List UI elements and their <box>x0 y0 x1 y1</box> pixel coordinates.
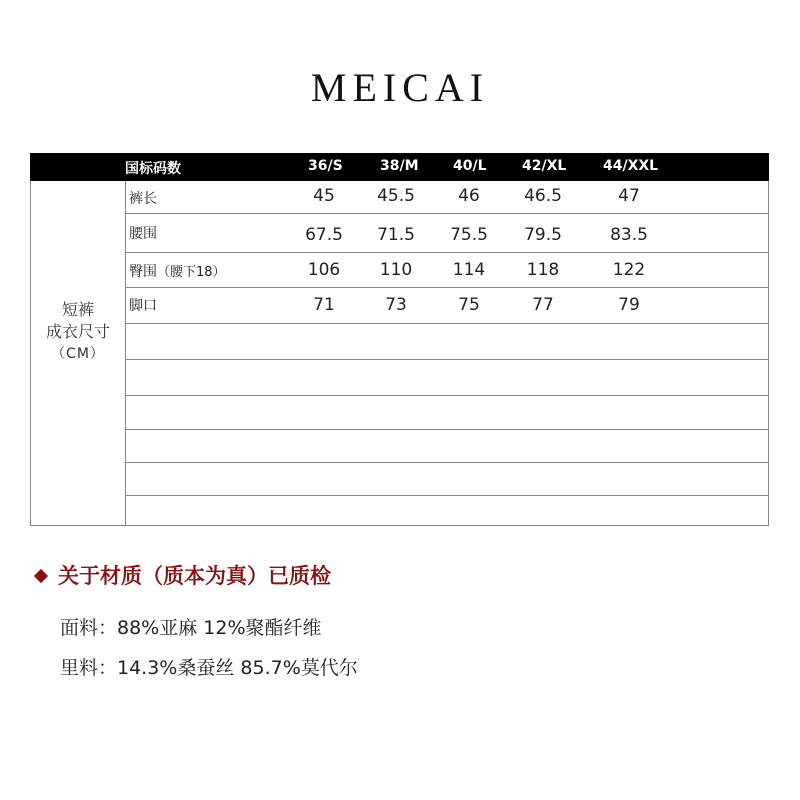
row-label: 腰围 <box>129 226 157 242</box>
table-cell: 45.5 <box>377 186 415 206</box>
table-cell: 118 <box>526 260 560 280</box>
table-cell: 79 <box>618 295 640 315</box>
table-body <box>30 181 769 526</box>
header-36s: 36/S <box>308 158 343 174</box>
header-42xl: 42/XL <box>522 158 567 174</box>
header-size-code: 国标码数 <box>125 161 181 177</box>
table-row <box>126 253 768 288</box>
row-label: 臀围（腰下18） <box>129 264 226 280</box>
table-header <box>30 153 769 181</box>
empty-row <box>126 360 768 396</box>
row-group-header <box>31 181 126 525</box>
table-cell: 73 <box>385 295 407 315</box>
fabric-line: 面料：88%亚麻 12%聚酯纤维 <box>60 617 322 639</box>
row-label: 裤长 <box>129 191 157 207</box>
material-section-title: 关于材质（质本为真）已质检 <box>32 560 331 590</box>
table-cell: 46.5 <box>524 186 562 206</box>
empty-row <box>126 324 768 360</box>
table-row <box>126 181 768 214</box>
table-cell: 110 <box>379 260 413 280</box>
table-cell: 106 <box>307 260 341 280</box>
table-cell: 71 <box>313 295 335 315</box>
table-cell: 79.5 <box>524 225 562 245</box>
table-cell: 83.5 <box>610 225 648 245</box>
table-cell: 114 <box>452 260 486 280</box>
empty-row <box>126 463 768 496</box>
empty-row <box>126 396 768 430</box>
header-38m: 38/M <box>380 158 419 174</box>
row-label-note: （腰下18） <box>157 265 226 280</box>
table-cell: 46 <box>458 186 480 206</box>
table-row <box>126 288 768 324</box>
empty-row <box>126 430 768 463</box>
row-label: 脚口 <box>129 298 157 314</box>
table-row <box>126 214 768 253</box>
row-group-label: 短裤 成衣尺寸 （CM） <box>45 300 110 362</box>
header-44xxl: 44/XXL <box>603 158 659 174</box>
lining-line: 里料：14.3%桑蚕丝 85.7%莫代尔 <box>60 657 358 679</box>
size-table <box>30 153 769 527</box>
header-40l: 40/L <box>453 158 487 174</box>
diamond-icon <box>34 569 48 583</box>
table-cell: 75.5 <box>450 225 488 245</box>
table-cell: 67.5 <box>305 225 343 245</box>
table-cell: 122 <box>612 260 646 280</box>
table-cell: 45 <box>313 186 335 206</box>
brand-title: MEICAI <box>310 65 490 110</box>
table-cell: 71.5 <box>377 225 415 245</box>
table-cell: 75 <box>458 295 480 315</box>
table-cell: 47 <box>618 186 640 206</box>
table-cell: 77 <box>532 295 554 315</box>
